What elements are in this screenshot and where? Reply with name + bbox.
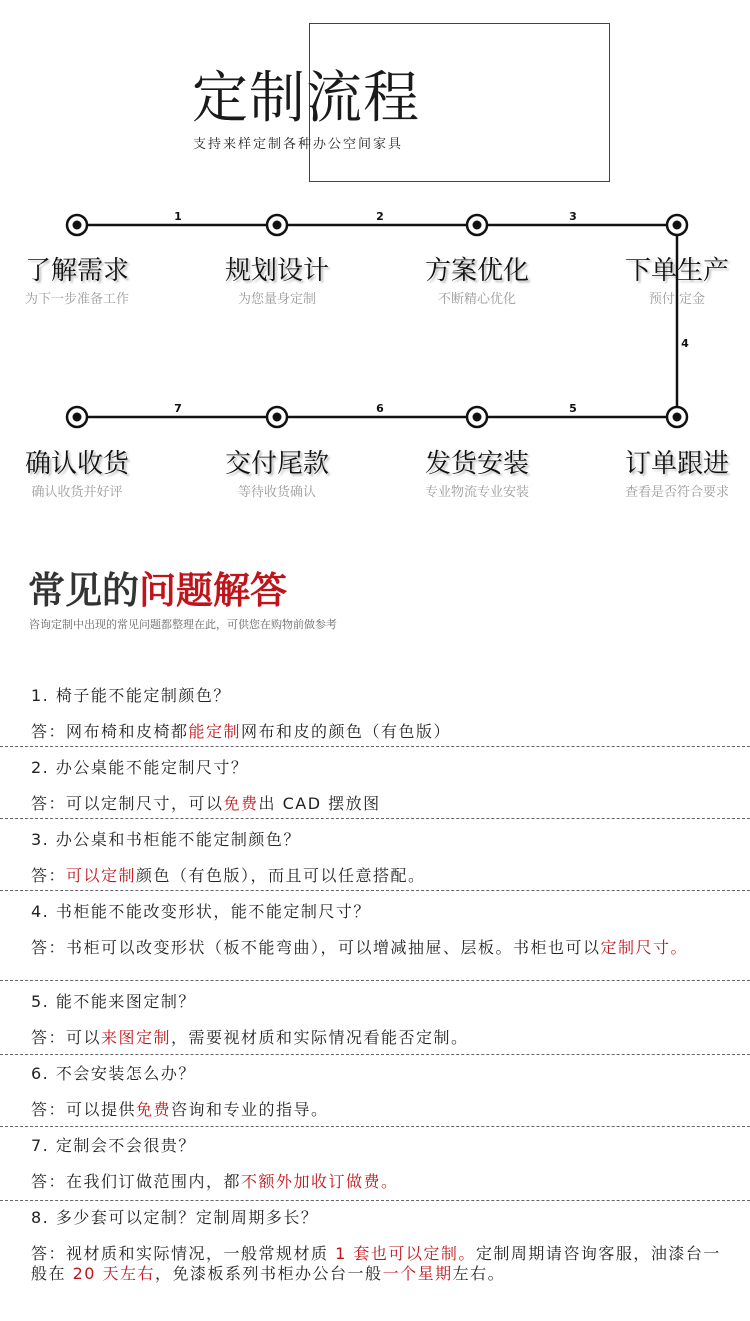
faq-item [31,830,721,886]
step-node-dot-3 [473,221,482,230]
faq-divider [0,746,750,747]
answer-text: 定制周期请咨询客服，油漆台一般在 [31,1244,721,1283]
step-desc: 不断精心优化 [437,292,516,307]
segment-number-7: 7 [174,402,182,415]
step-desc: 查看是否符合要求 [624,485,729,500]
segment-number-1: 1 [174,210,182,223]
step-title: 交付尾款 [224,449,329,479]
faq-question: 4. 书柜能不能改变形状，能不能定制尺寸？ [31,902,371,921]
answer-text: 咨询和专业的指导。 [171,1100,329,1119]
faq-question: 5. 能不能来图定制？ [31,992,196,1011]
answer-highlight: 定制尺寸。 [600,938,689,957]
segment-number-3: 3 [569,210,577,223]
step-title: 确认收货 [24,449,129,479]
faq-divider [0,980,750,981]
step-node-dot-8 [673,413,682,422]
process-step [577,256,750,308]
answer-highlight: 不额外加收订做费。 [241,1172,399,1191]
step-desc: 等待收货确认 [237,485,316,500]
step-desc: 为您量身定制 [237,292,316,307]
faq-divider [0,1200,750,1201]
process-step [377,256,577,308]
process-step [177,256,377,308]
faq-item [31,1136,721,1192]
step-node-dot-6 [273,413,282,422]
answer-highlight: 免费 [136,1100,172,1119]
faq-item [31,1208,721,1284]
answer-text: 答：书柜可以改变形状（板不能弯曲），可以增减抽屉、层板。书柜也可以 [31,938,601,957]
faq-title [28,566,287,616]
page-subtitle: 支持来样定制各种办公空间家具 [193,137,404,152]
answer-text: 答： [31,866,67,885]
segment-number-2: 2 [376,210,384,223]
faq-answer [31,1244,721,1284]
faq-question: 6. 不会安装怎么办？ [31,1064,196,1083]
answer-highlight: 一个星期 [382,1264,453,1283]
segment-number-4: 4 [681,337,689,350]
faq-item [31,686,721,742]
answer-text: ，需要视材质和实际情况看能否定制。 [171,1028,469,1047]
step-desc: 预付 定金 [648,292,706,307]
process-flow-diagram [0,200,750,440]
answer-text: 答：在我们订做范围内，都 [31,1172,242,1191]
faq-divider [0,818,750,819]
step-title: 下单生产 [624,256,729,286]
faq-divider [0,1126,750,1127]
faq-answer [31,722,721,742]
page-title: 定制流程 [192,66,420,131]
faq-question: 7. 定制会不会很贵？ [31,1136,196,1155]
step-node-dot-4 [673,221,682,230]
step-title: 方案优化 [424,256,529,286]
step-desc: 确认收货并好评 [31,485,123,500]
process-step [377,449,577,501]
process-step [177,449,377,501]
faq-question: 3. 办公桌和书柜能不能定制颜色？ [31,830,301,849]
answer-text: 答：可以定制尺寸，可以 [31,794,224,813]
answer-text: 答：网布椅和皮椅都 [31,722,189,741]
faq-question: 2. 办公桌能不能定制尺寸？ [31,758,249,777]
answer-text: 答：可以提供 [31,1100,137,1119]
step-node-dot-2 [273,221,282,230]
faq-divider [0,1054,750,1055]
step-title: 规划设计 [224,256,329,286]
faq-answer [31,1172,721,1192]
answer-highlight: 免费 [223,794,259,813]
faq-question: 8. 多少套可以定制？定制周期多长？ [31,1208,319,1227]
process-step [577,449,750,501]
faq-question: 1. 椅子能不能定制颜色？ [31,686,231,705]
faq-answer [31,866,721,886]
answer-highlight: 能定制 [188,722,242,741]
answer-highlight: 来图定制 [101,1028,172,1047]
faq-divider [0,890,750,891]
answer-highlight: 可以定制 [66,866,137,885]
process-step [0,256,177,308]
answer-text: 颜色（有色版），而且可以任意搭配。 [136,866,426,885]
segment-number-5: 5 [569,402,577,415]
answer-highlight: 1 套也可以定制。 [335,1244,476,1263]
faq-title-red: 问题解答 [139,569,287,612]
answer-text: ，免漆板系列书柜办公台一般 [155,1264,383,1283]
step-node-dot-7 [473,413,482,422]
faq-answer [31,1100,721,1120]
step-desc: 专业物流专业安装 [424,485,529,500]
faq-answer [31,1028,721,1048]
answer-text: 网布和皮的颜色（有色版） [241,722,452,741]
step-title: 发货安装 [424,449,529,479]
faq-item [31,758,721,814]
faq-item [31,992,721,1048]
step-title: 订单跟进 [624,449,729,479]
faq-item [31,902,721,958]
answer-highlight: 20 天左右 [72,1264,156,1283]
process-step [0,449,177,501]
faq-subtitle: 咨询定制中出现的常见问题都整理在此，可供您在购物前做参考 [29,618,337,631]
answer-text: 答：可以 [31,1028,102,1047]
answer-text: 左右。 [452,1264,506,1283]
step-desc: 为下一步准备工作 [24,292,129,307]
step-node-dot-1 [73,221,82,230]
answer-text: 出 CAD 摆放图 [258,794,381,813]
faq-answer [31,794,721,814]
faq-title-dark: 常见的 [28,569,139,612]
step-node-dot-5 [73,413,82,422]
answer-text: 答：视材质和实际情况，一般常规材质 [31,1244,336,1263]
faq-answer [31,938,721,958]
step-title: 了解需求 [24,256,129,286]
segment-number-6: 6 [376,402,384,415]
faq-item [31,1064,721,1120]
